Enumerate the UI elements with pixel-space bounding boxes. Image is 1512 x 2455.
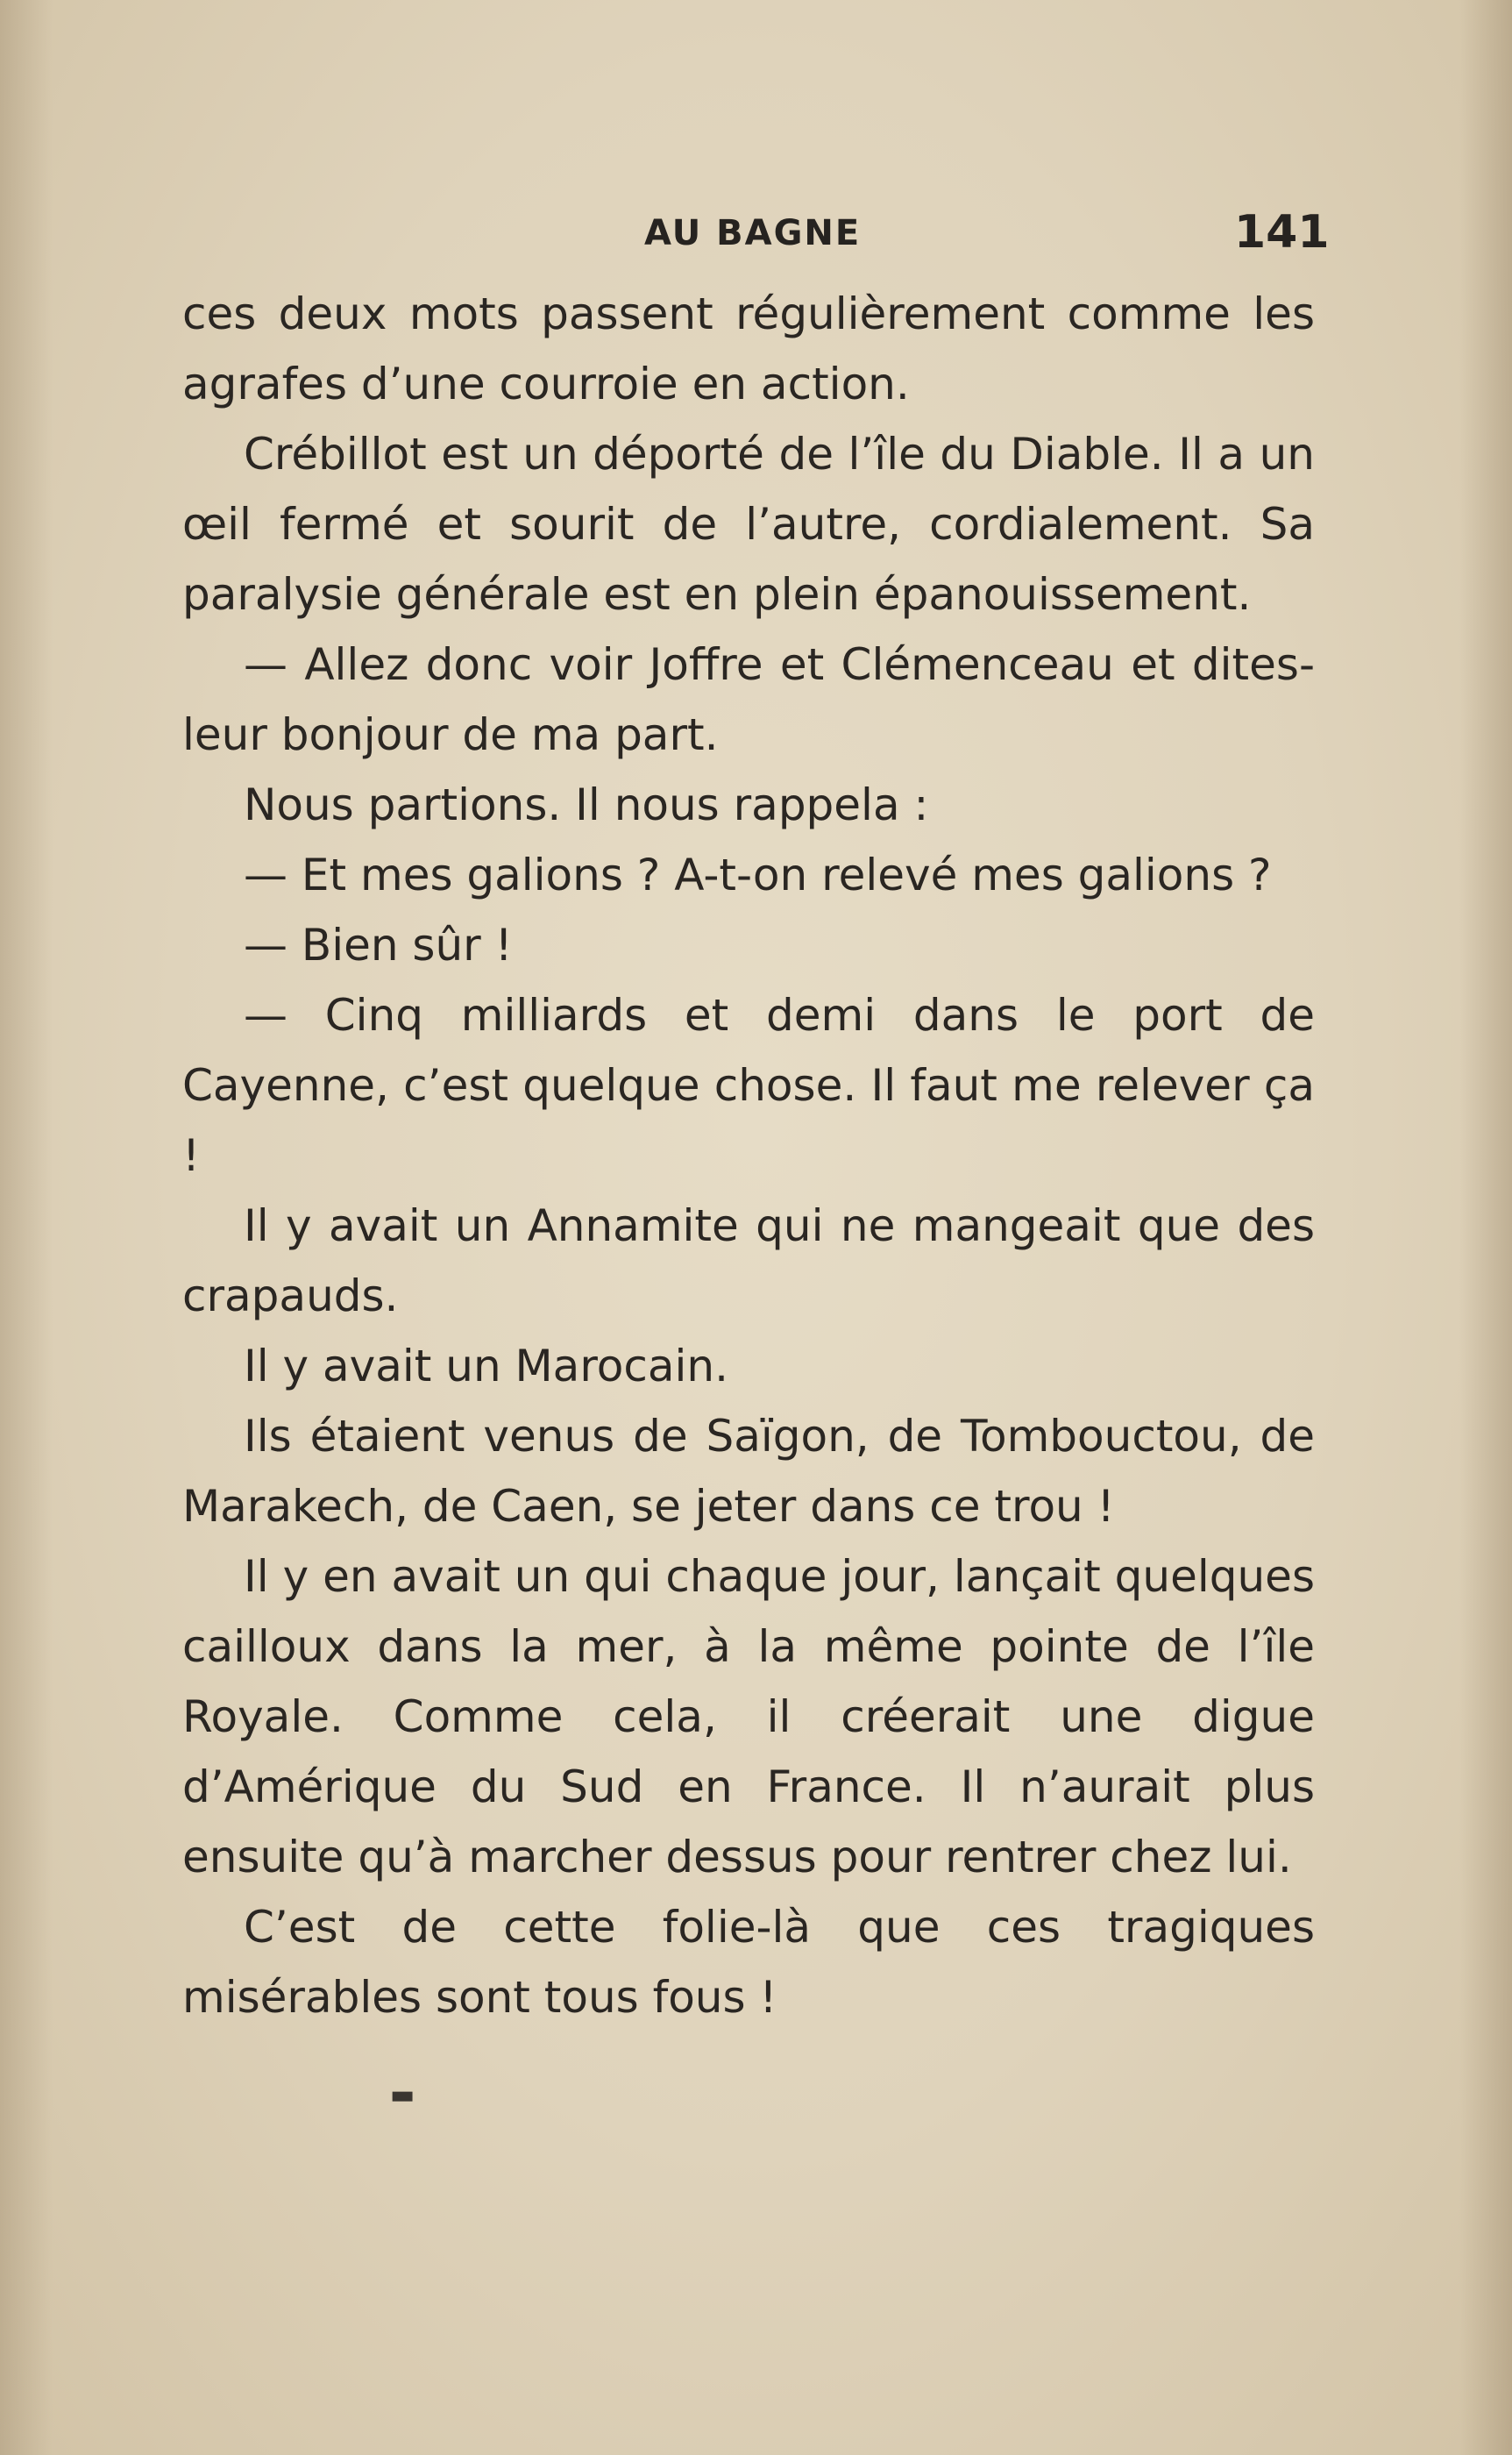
- right-edge-shadow: [1459, 0, 1512, 2455]
- page-number: 141: [1234, 206, 1330, 259]
- paragraph: — Cinq milliards et demi dans le port de Cayenne, c’est quelque chose. Il faut me relever ça !: [182, 990, 1315, 1181]
- left-edge-shadow: [0, 0, 53, 2455]
- paragraph: Crébillot est un déporté de l’île du Diable. Il a un œil fermé et sourit de l’autre, cordialement. Sa paralysie générale est en plein épanouissement.: [182, 429, 1315, 620]
- printer-ornament: ▬: [390, 2080, 415, 2110]
- paragraph: — Allez donc voir Joffre et Clémenceau et dites-leur bonjour de ma part.: [182, 639, 1315, 760]
- paragraph: Il y avait un Marocain.: [244, 1341, 728, 1391]
- paragraph: — Et mes galions ? A-t-on relevé mes galions ?: [244, 850, 1272, 900]
- paragraph: Il y en avait un qui chaque jour, lançait quelques cailloux dans la mer, à la même pointe de l’île Royale. Comme cela, il créerait une digue d’Amérique du Sud en France. Il n’aurait plus ensuite qu’à marcher dessus pour rentrer chez lui.: [182, 1551, 1315, 1882]
- paragraph: ces deux mots passent régulièrement comme les agrafes d’une courroie en action.: [182, 288, 1315, 409]
- paragraph: Nous partions. Il nous rappela :: [244, 779, 929, 830]
- body-text: [182, 279, 1315, 2032]
- paragraph: — Bien sûr !: [244, 920, 513, 971]
- paragraph: Il y avait un Annamite qui ne mangeait que des crapauds.: [182, 1200, 1315, 1321]
- running-title: AU BAGNE: [644, 213, 862, 253]
- running-head: [0, 206, 1512, 259]
- paragraph: Ils étaient venus de Saïgon, de Tombouctou, de Marakech, de Caen, se jeter dans ce trou !: [182, 1411, 1315, 1532]
- paragraph: C’est de cette folie-là que ces tragiques misérables sont tous fous !: [182, 1902, 1315, 2023]
